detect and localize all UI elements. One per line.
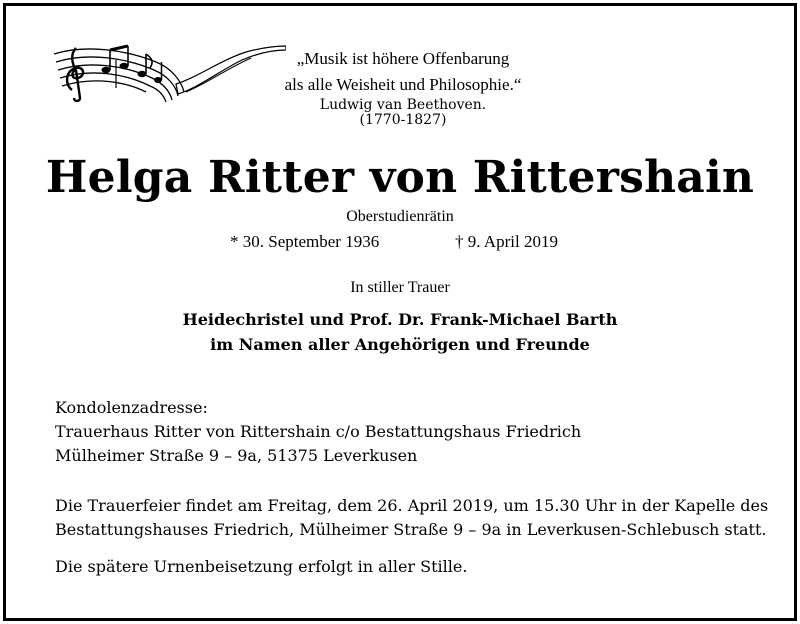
mourners-block [0,307,800,357]
condolence-label: Kondolenzadresse: [55,398,208,417]
beethoven-quote [266,46,540,128]
mourning-intro: In stiller Trauer [350,279,450,296]
condolence-line-2: Mülheimer Straße 9 – 9a, 51375 Leverkusen [55,446,418,465]
ceremony-line-1: Die Trauerfeier findet am Freitag, dem 26. April 2019, um 15.30 Uhr in der Kapelle des [55,496,769,515]
deceased-title: Oberstudienrätin [346,208,454,225]
ceremony-info [55,494,769,542]
burial-info: Die spätere Urnenbeisetzung erfolgt in aller Stille. [55,557,468,576]
condolence-line-1: Trauerhaus Ritter von Rittershain c/o Bestattungshaus Friedrich [55,422,582,441]
birth-date: * 30. September 1936 [230,232,380,251]
quote-years: (1770-1827) [359,112,447,128]
quote-line-1: „Musik ist höhere Offenbarung [296,49,510,68]
quote-author: Ludwig van Beethoven. [319,97,487,113]
condolence-address [55,396,581,468]
ceremony-line-2: Bestattungshauses Friedrich, Mülheimer Straße 9 – 9a in Leverkusen-Schlebusch statt. [55,520,767,539]
quote-line-2: als alle Weisheit und Philosophie.“ [284,75,522,94]
mourners-line-2: im Namen aller Angehörigen und Freunde [210,335,590,354]
death-date: † 9. April 2019 [455,232,558,251]
mourners-line-1: Heidechristel und Prof. Dr. Frank-Michael Barth [182,310,618,329]
music-staff-icon [46,40,286,104]
deceased-name: Helga Ritter von Rittershain [45,152,755,203]
